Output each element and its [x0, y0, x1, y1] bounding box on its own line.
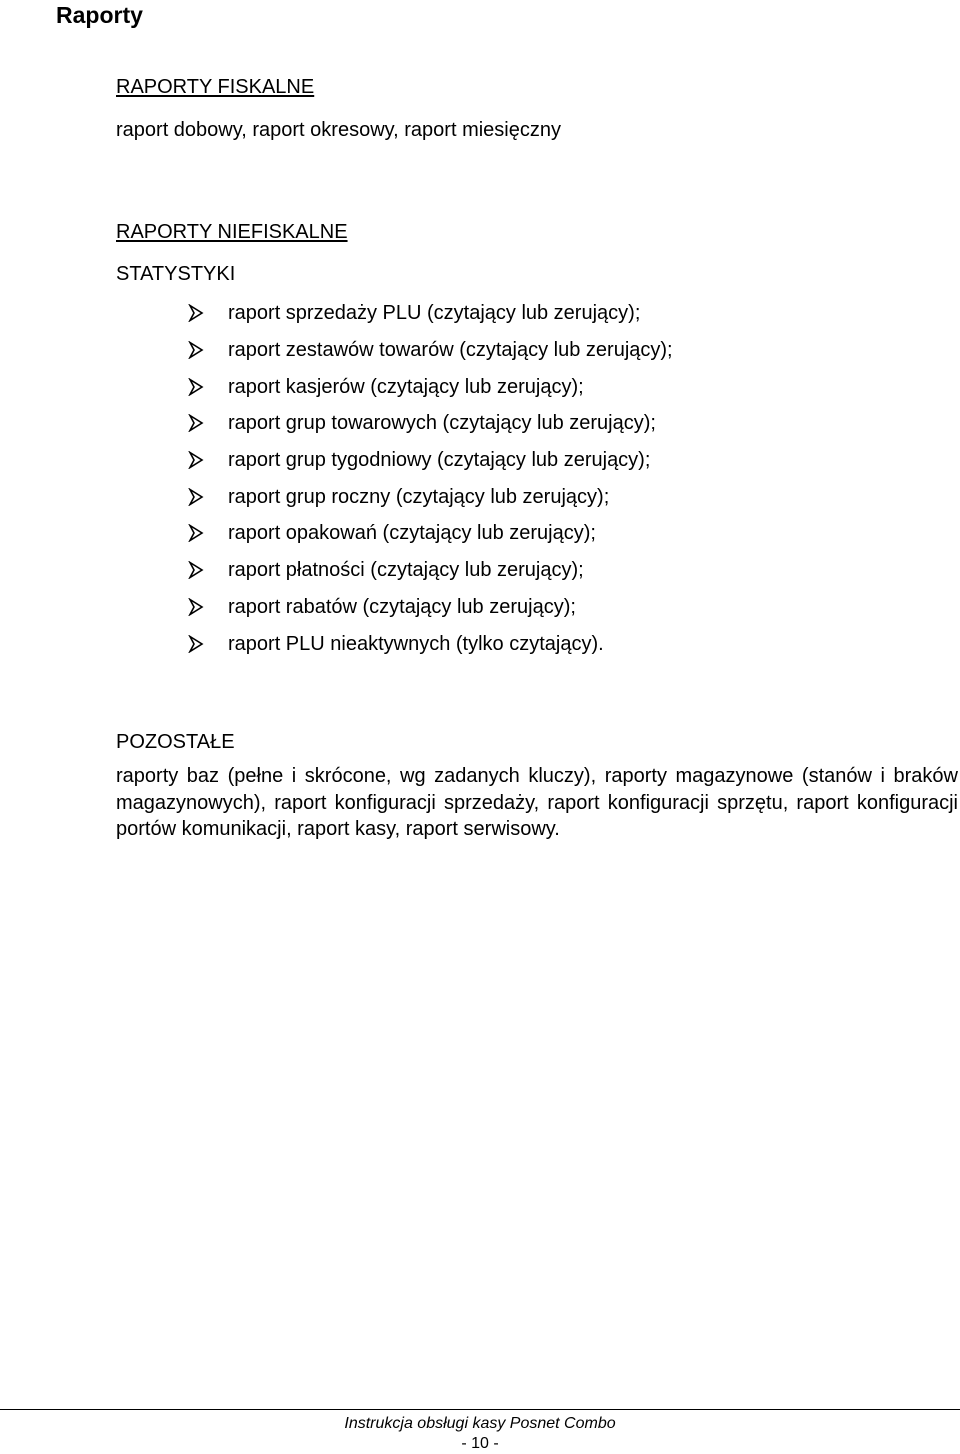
list-item [188, 478, 673, 515]
list-item-label: raport grup tygodniowy (czytający lub zerujący); [228, 449, 651, 472]
list-item [188, 552, 673, 589]
arrowhead-bullet-icon [188, 378, 228, 396]
arrowhead-bullet-icon [188, 524, 228, 542]
arrowhead-bullet-icon [188, 635, 228, 653]
arrowhead-bullet-icon [188, 598, 228, 616]
list-item [188, 368, 673, 405]
list-item-label: raport opakowań (czytający lub zerujący); [228, 522, 596, 545]
statistics-subheading: STATYSTYKI [116, 263, 236, 285]
list-item [188, 332, 673, 369]
fiscal-reports-text: raport dobowy, raport okresowy, raport miesięczny [116, 119, 561, 141]
arrowhead-bullet-icon [188, 414, 228, 432]
arrowhead-bullet-icon [188, 561, 228, 579]
list-item-label: raport grup roczny (czytający lub zerujący); [228, 485, 610, 508]
footer-manual-title: Instrukcja obsługi kasy Posnet Combo [344, 1415, 616, 1432]
arrowhead-bullet-icon [188, 451, 228, 469]
arrowhead-bullet-icon [188, 304, 228, 322]
footer-page-number: - 10 - [461, 1435, 499, 1452]
list-item [188, 589, 673, 626]
nonfiscal-reports-heading: RAPORTY NIEFISKALNE [116, 221, 348, 243]
list-item-label: raport grup towarowych (czytający lub zerujący); [228, 412, 656, 435]
list-item-label: raport zestawów towarów (czytający lub zerujący); [228, 339, 673, 362]
list-item-label: raport rabatów (czytający lub zerujący); [228, 595, 576, 618]
fiscal-reports-heading: RAPORTY FISKALNE [116, 76, 315, 98]
list-item-label: raport PLU nieaktywnych (tylko czytający). [228, 632, 604, 655]
list-item-label: raport płatności (czytający lub zerujący); [228, 559, 584, 582]
arrowhead-bullet-icon [188, 341, 228, 359]
other-reports-heading: POZOSTAŁE [116, 731, 235, 753]
list-item [188, 625, 673, 662]
list-item [188, 405, 673, 442]
page-title: Raporty [56, 2, 143, 28]
arrowhead-bullet-icon [188, 488, 228, 506]
list-item-label: raport sprzedaży PLU (czytający lub zerujący); [228, 302, 641, 325]
list-item [188, 295, 673, 332]
statistics-list [188, 295, 673, 662]
list-item-label: raport kasjerów (czytający lub zerujący); [228, 375, 584, 398]
other-reports-text: raporty baz (pełne i skrócone, wg zadanych kluczy), raporty magazynowe (stanów i braków magazynowych), raport konfiguracji sprzedaży, raport konfiguracji sprzętu, raport konfiguracji portów komunikacji, raport kasy, raport serwisowy. [116, 765, 958, 840]
list-item [188, 442, 673, 479]
list-item [188, 515, 673, 552]
footer-divider [0, 1409, 960, 1410]
